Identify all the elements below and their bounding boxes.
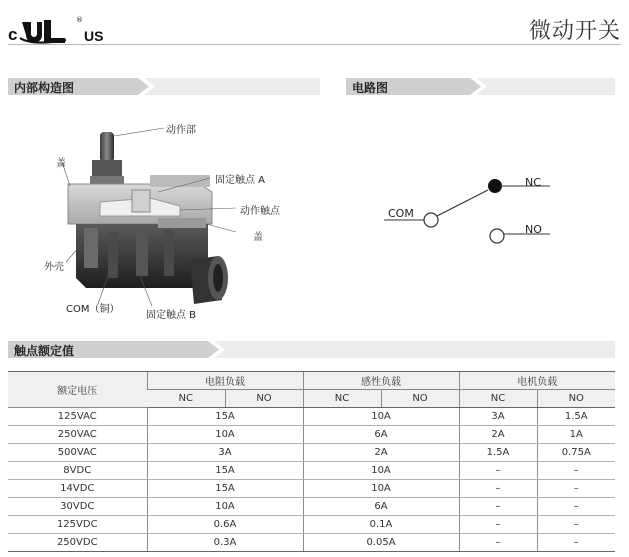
structure-diagram (40, 120, 310, 330)
registered-mark: ® (76, 16, 83, 24)
label-cover-right: 盖 (253, 232, 263, 243)
cell-resistive: 15A (147, 462, 303, 480)
cell-resistive: 15A (147, 480, 303, 498)
circuit-label-nc: NC (525, 176, 541, 189)
cell-voltage: 250VDC (8, 534, 147, 552)
label-actuator: 动作部 (166, 125, 196, 136)
cell-voltage: 30VDC (8, 498, 147, 516)
cell-motor-no: – (537, 516, 615, 534)
cell-resistive: 3A (147, 444, 303, 462)
table-row (8, 444, 615, 462)
cell-voltage: 125VAC (8, 408, 147, 426)
com-terminal-circle (424, 213, 438, 227)
cell-voltage: 8VDC (8, 462, 147, 480)
cell-motor-no: – (537, 498, 615, 516)
cell-inductive: 0.05A (303, 534, 459, 552)
cul-us-logo (8, 14, 108, 44)
label-fixed-contact-a: 固定触点 A (215, 175, 266, 186)
table-row (8, 534, 615, 552)
switch-arm (437, 190, 488, 216)
cell-motor-nc: 3A (459, 408, 537, 426)
cell-motor-nc: – (459, 480, 537, 498)
cell-voltage: 500VAC (8, 444, 147, 462)
table-row (8, 480, 615, 498)
subheader-no: NO (225, 390, 303, 408)
cell-inductive: 6A (303, 426, 459, 444)
subheader-no: NO (537, 390, 615, 408)
cell-inductive: 0.1A (303, 516, 459, 534)
subheader-no: NO (381, 390, 459, 408)
table-row (8, 426, 615, 444)
cell-resistive: 0.3A (147, 534, 303, 552)
label-housing: 外壳 (44, 262, 64, 273)
table-row (8, 462, 615, 480)
section-title-circuit: 电路图 (352, 81, 389, 95)
cell-resistive: 0.6A (147, 516, 303, 534)
cell-motor-nc: – (459, 516, 537, 534)
cell-motor-no: – (537, 534, 615, 552)
cell-voltage: 14VDC (8, 480, 147, 498)
label-cover-left: 盖 (56, 158, 66, 169)
label-movable-contact: 动作触点 (240, 206, 280, 217)
cell-motor-nc: – (459, 498, 537, 516)
section-bar-ratings (8, 341, 615, 358)
section-bar-arrow-shape (8, 341, 615, 358)
table-row (8, 498, 615, 516)
cell-motor-nc: – (459, 462, 537, 480)
cell-motor-no: 1.5A (537, 408, 615, 426)
subheader-nc: NC (303, 390, 381, 408)
cell-motor-no: 0.75A (537, 444, 615, 462)
header-motor-load: 电机负载 (459, 372, 615, 390)
switch-cross-section-image (40, 120, 310, 330)
cell-inductive: 2A (303, 444, 459, 462)
cell-resistive: 10A (147, 498, 303, 516)
cell-motor-nc: – (459, 534, 537, 552)
cell-motor-no: – (537, 480, 615, 498)
section-title-ratings: 触点额定值 (14, 344, 75, 358)
cell-inductive: 10A (303, 462, 459, 480)
circuit-label-no: NO (525, 223, 542, 236)
cell-voltage: 125VDC (8, 516, 147, 534)
subheader-nc: NC (459, 390, 537, 408)
no-terminal-circle (490, 229, 504, 243)
cell-resistive: 15A (147, 408, 303, 426)
cell-inductive: 10A (303, 480, 459, 498)
subheader-nc: NC (147, 390, 225, 408)
label-fixed-contact-b: 固定触点 B (146, 310, 197, 321)
contact-ratings-table (8, 371, 615, 552)
ul-mark-icon (20, 20, 66, 43)
header-rated-voltage: 额定电压 (8, 372, 147, 408)
section-bar-structure (8, 78, 320, 95)
circuit-label-com: COM (388, 207, 414, 220)
page-title: 微动开关 (528, 19, 621, 44)
section-bar-circuit (346, 78, 615, 95)
cell-resistive: 10A (147, 426, 303, 444)
cell-voltage: 250VAC (8, 426, 147, 444)
header-resistive-load: 电阻负载 (147, 372, 303, 390)
header-inductive-load: 感性负载 (303, 372, 459, 390)
table-row (8, 408, 615, 426)
logo-c-letter: c (8, 25, 18, 44)
table-row (8, 516, 615, 534)
label-com-copper: COM（铜） (66, 304, 120, 315)
header-divider (8, 44, 621, 45)
logo-us-letters: US (84, 28, 104, 44)
cell-motor-nc: 2A (459, 426, 537, 444)
cell-motor-no: 1A (537, 426, 615, 444)
cell-inductive: 6A (303, 498, 459, 516)
cell-motor-nc: 1.5A (459, 444, 537, 462)
nc-terminal-dot (488, 179, 502, 193)
section-title-structure: 内部构造图 (14, 81, 75, 95)
cell-motor-no: – (537, 462, 615, 480)
cell-inductive: 10A (303, 408, 459, 426)
